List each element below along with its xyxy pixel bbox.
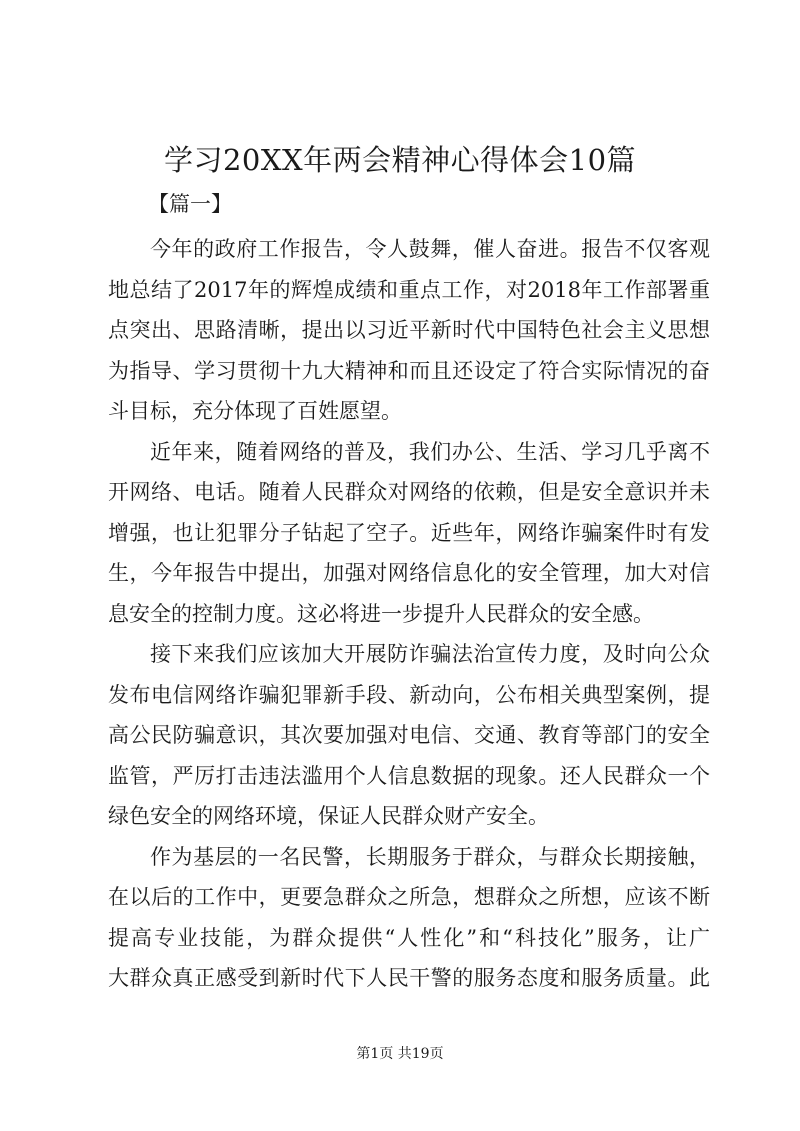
body-line: 为指导、学习贯彻十九大精神和而且还设定了符合实际情况的奋 [108, 358, 710, 383]
body-line: 地总结了2017年的辉煌成绩和重点工作，对2018年工作部署重 [108, 277, 710, 302]
body-line: 息安全的控制力度。这必将进一步提升人民群众的安全感。 [108, 601, 654, 626]
document-title: 学习20XX年两会精神心得体会10篇 [163, 143, 637, 177]
body-line: 大群众真正感受到新时代下人民干警的服务态度和服务质量。此 [108, 966, 710, 990]
body-line: 增强，也让犯罪分子钻起了空子。近些年，网络诈骗案件时有发 [108, 520, 710, 545]
body-line: 监管，严厉打击违法滥用个人信息数据的现象。还人民群众一个 [108, 763, 710, 788]
page-footer: 第1页 共19页 [356, 1046, 444, 1062]
body-line: 绿色安全的网络环境，保证人民群众财产安全。 [108, 804, 549, 828]
body-line: 发布电信网络诈骗犯罪新手段、新动向，公布相关典型案例，提 [108, 682, 710, 707]
body-line: 斗目标，充分体现了百姓愿望。 [108, 399, 402, 423]
body-line: 在以后的工作中，更要急群众之所急，想群众之所想，应该不断 [108, 885, 710, 909]
body-line: 接下来我们应该加大开展防诈骗法治宣传力度，及时向公众 [150, 642, 710, 666]
body-line: 生，今年报告中提出，加强对网络信息化的安全管理，加大对信 [108, 561, 710, 585]
body-line: 作为基层的一名民警，长期服务于群众，与群众长期接触， [150, 844, 710, 869]
body-line: 高公民防骗意识，其次要加强对电信、交通、教育等部门的安全 [108, 723, 710, 747]
body-line: 开网络、电话。随着人民群众对网络的依赖，但是安全意识并未 [108, 480, 710, 504]
body-line: 点突出、思路清晰，提出以习近平新时代中国特色社会主义思想 [108, 318, 710, 342]
body-line: 今年的政府工作报告，令人鼓舞，催人奋进。报告不仅客观 [150, 237, 710, 261]
section-label: 【篇一】 [148, 192, 232, 216]
document-body [108, 229, 710, 999]
body-line: 提高专业技能，为群众提供“人性化”和“科技化”服务，让广 [108, 925, 710, 950]
body-line: 近年来，随着网络的普及，我们办公、生活、学习几乎离不 [150, 439, 710, 464]
